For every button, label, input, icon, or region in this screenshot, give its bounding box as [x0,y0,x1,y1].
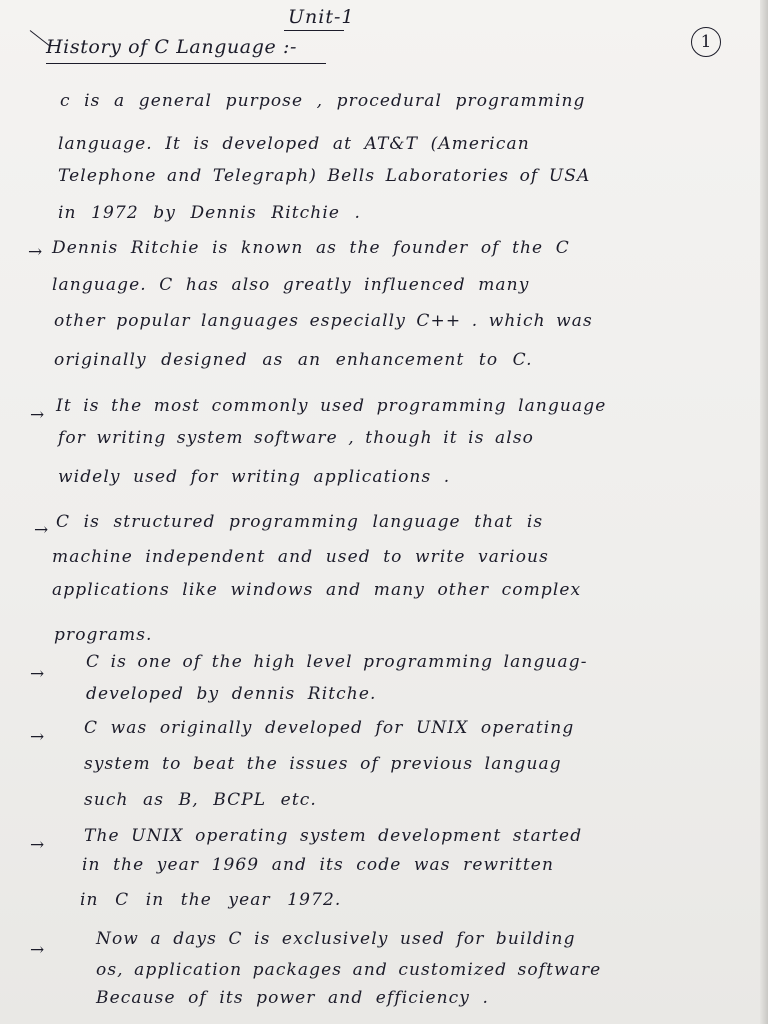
page-edge-shadow [760,0,768,1024]
body-line: os, application packages and customized software [96,960,602,980]
body-line: applications like windows and many other complex [52,580,582,600]
body-line: C is structured programming language that is [56,512,544,532]
body-line: for writing system software , though it is also [58,428,534,448]
body-line: language. It is developed at AT&T (American [58,134,530,154]
unit-title-underline [284,30,344,31]
body-line: c is a general purpose , procedural programming [60,91,586,111]
body-line: widely used for writing applications . [58,467,451,487]
section-heading-underline [46,63,326,64]
body-line: C was originally developed for UNIX operating [84,718,575,738]
page-number-circle: 1 [691,27,721,57]
body-line: programs. [54,625,153,645]
bullet-arrow-icon: → [30,664,45,684]
body-line: Telephone and Telegraph) Bells Laboratories of USA [58,166,591,186]
body-line: The UNIX operating system development started [84,826,583,846]
bullet-arrow-icon: → [30,835,45,855]
bullet-arrow-icon: → [34,520,49,540]
bullet-arrow-icon: → [30,940,45,960]
body-line: language. C has also greatly influenced many [52,275,530,295]
bullet-arrow-icon: → [30,405,45,425]
section-heading: History of C Language :- [46,36,297,58]
unit-title: Unit-1 [288,6,355,28]
body-line: It is the most commonly used programming language [56,396,607,416]
body-line: system to beat the issues of previous languag [84,754,562,774]
body-line: other popular languages especially C++ . which was [54,311,593,331]
body-line: originally designed as an enhancement to C. [54,350,533,370]
body-line: machine independent and used to write various [52,547,549,567]
body-line: in C in the year 1972. [80,890,342,910]
bullet-arrow-icon: → [30,727,45,747]
body-line: C is one of the high level programming languag- [86,652,588,672]
body-line: in 1972 by Dennis Ritchie . [58,203,362,223]
body-line: Dennis Ritchie is known as the founder of the C [52,238,570,258]
body-line: developed by dennis Ritche. [86,684,377,704]
body-line: in the year 1969 and its code was rewritten [82,855,554,875]
bullet-arrow-icon: → [28,242,43,262]
body-line: Because of its power and efficiency . [96,988,489,1008]
body-line: Now a days C is exclusively used for building [96,929,576,949]
body-line: such as B, BCPL etc. [84,790,317,810]
